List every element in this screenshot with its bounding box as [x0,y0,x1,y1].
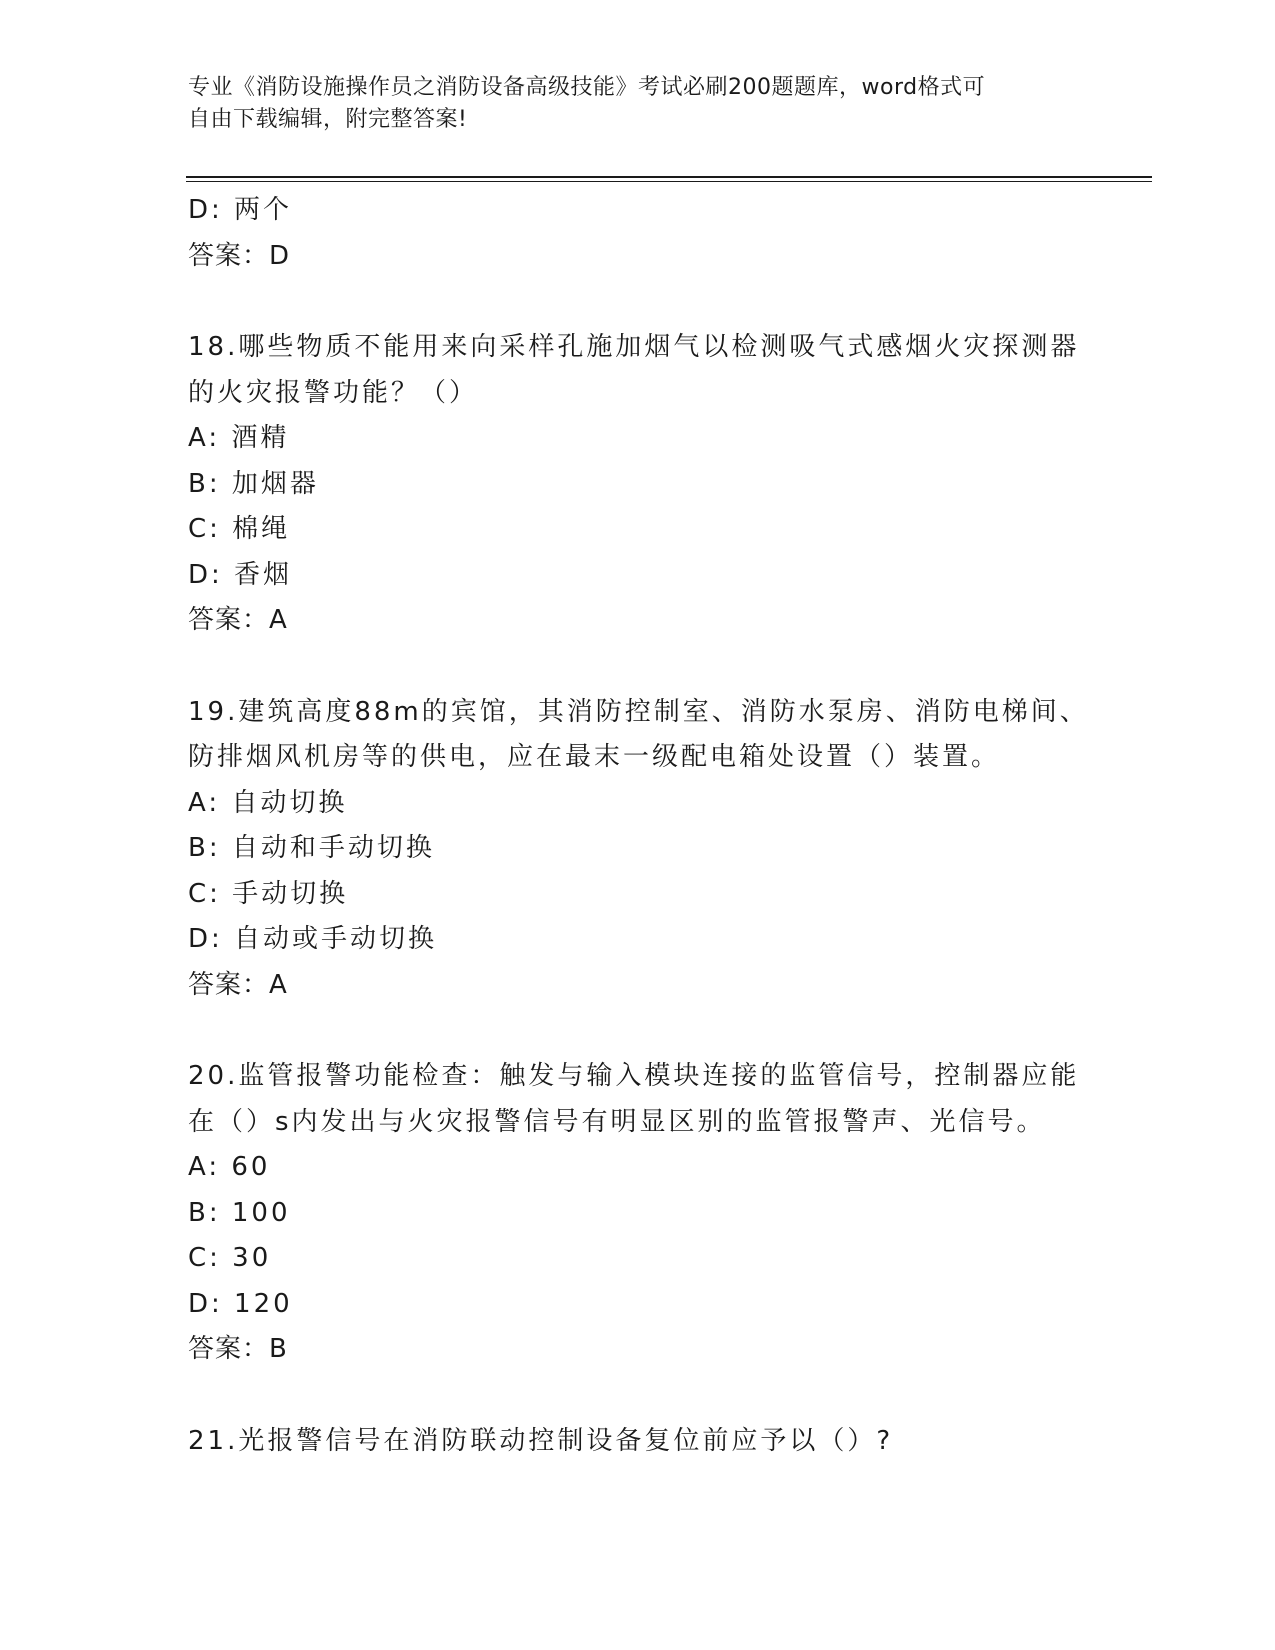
option-c: C: 30 [188,1243,272,1273]
answer-line: 答案：A [188,969,288,1000]
question-18 [188,325,1088,644]
spacer [188,644,1088,690]
document-header [188,72,1068,136]
option-d: D: 两个 [188,195,293,225]
question-list [188,188,1088,1464]
option-b: B: 加烟器 [188,468,319,499]
option-a: A: 自动切换 [188,787,348,818]
question-text-line-1: 18.哪些物质不能用来向采样孔施加烟气以检测吸气式感烟火灾探测器 [188,332,1080,362]
header-line-2: 自由下载编辑，附完整答案! [188,107,468,132]
option-d: D: 香烟 [188,559,293,590]
question-17 [188,188,1088,279]
option-a: A: 酒精 [188,423,290,453]
question-text-line-1: 19.建筑高度88m的宾馆，其消防控制室、消防水泵房、消防电梯间、 [188,696,1089,727]
question-text-line-1: 20.监管报警功能检查：触发与输入模块连接的监管信号，控制器应能 [188,1061,1080,1091]
option-d: D: 自动或手动切换 [188,924,438,954]
question-text-line-2: 在（）s内发出与火灾报警信号有明显区别的监管报警声、光信号。 [188,1106,1046,1137]
header-rule-thick [186,176,1152,178]
question-text-line-1: 21.光报警信号在消防联动控制设备复位前应予以（）? [188,1425,894,1456]
option-a: A: 60 [188,1152,271,1182]
answer-line: 答案：B [188,1334,288,1364]
answer-line: 答案：A [188,605,288,635]
option-c: C: 棉绳 [188,514,291,544]
question-21 [188,1419,1088,1465]
spacer [188,1373,1088,1419]
option-b: B: 100 [188,1197,291,1228]
option-c: C: 手动切换 [188,878,349,909]
question-20 [188,1054,1088,1373]
option-d: D: 120 [188,1288,293,1319]
option-b: B: 自动和手动切换 [188,833,435,863]
answer-line: 答案：D [188,240,291,271]
header-rule-thin [186,181,1152,182]
spacer [188,279,1088,325]
question-text-line-2: 防排烟风机房等的供电，应在最末一级配电箱处设置（）装置。 [188,742,1001,772]
spacer [188,1008,1088,1054]
question-19 [188,690,1088,1009]
header-line-1: 专业《消防设施操作员之消防设备高级技能》考试必刷200题题库，word格式可 [188,75,986,100]
question-text-line-2: 的火灾报警功能？（） [188,377,479,408]
